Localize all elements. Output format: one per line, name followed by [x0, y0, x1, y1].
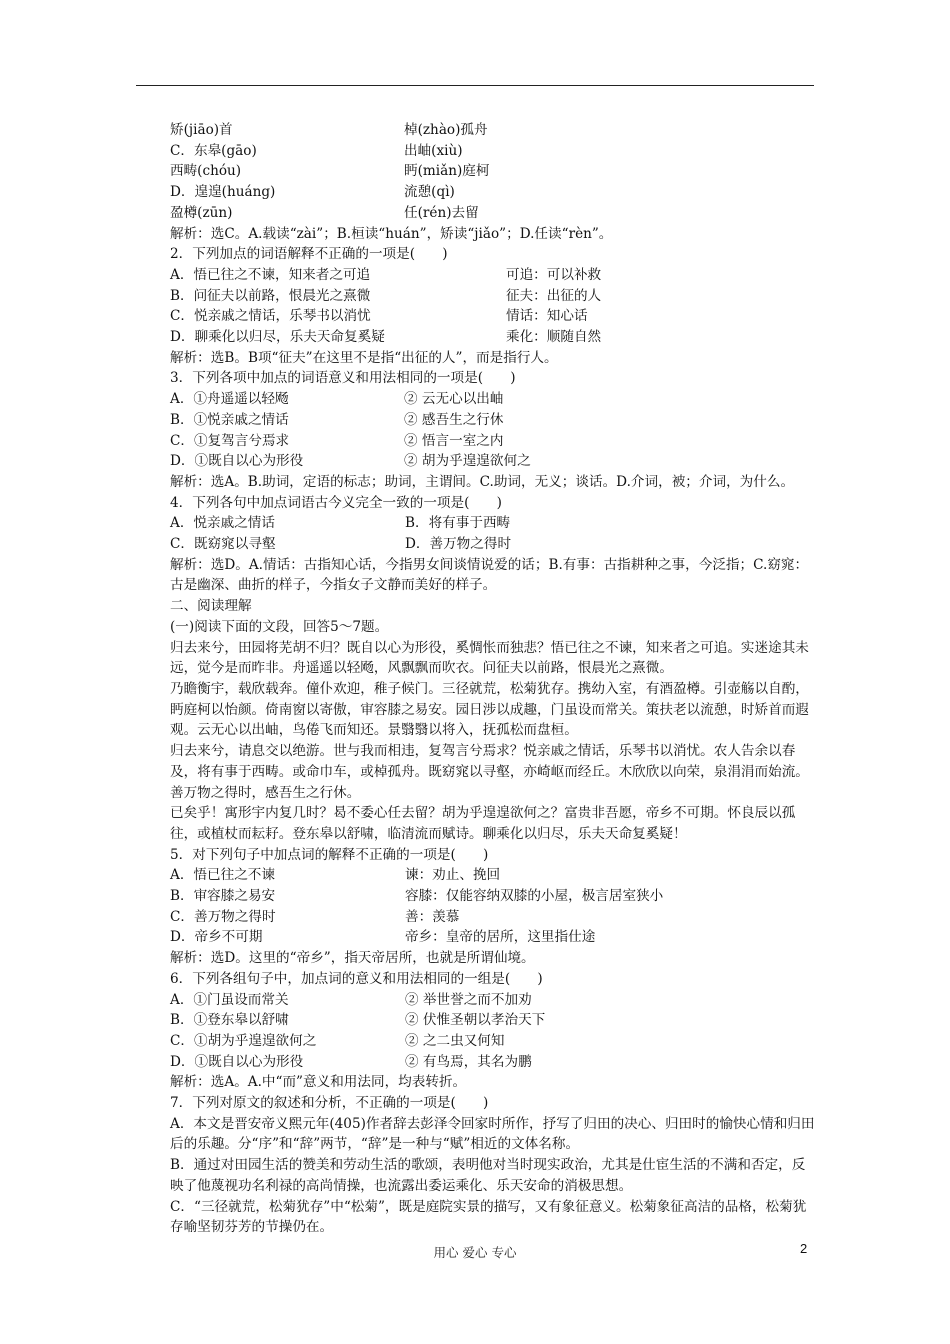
option-row	[136, 451, 816, 472]
question-3: 3．下列各项中加点的词语意义和用法相同的一项是( )	[170, 370, 516, 387]
pinyin-option-row	[136, 161, 816, 182]
document-body	[136, 120, 816, 1238]
page-number: 2	[800, 1241, 808, 1256]
option-left: C．既窈窕以寻壑	[170, 536, 276, 553]
option-right: ② 之二虫又何知	[405, 1032, 505, 1049]
option-row	[136, 990, 816, 1011]
question1-options	[136, 120, 816, 224]
passage-paragraph-2: 乃瞻衡宇，载欣载奔。僮仆欢迎，稚子候门。三径就荒，松菊犹存。携幼入室，有酒盈樽。引壶觞以自酌，眄庭柯以怡颜。倚南窗以寄傲，审容膝之易安。园日涉以成趣，门虽设而常关。策扶老以流憩，时矫首而遐观。云无心以出岫，鸟倦飞而知还。景翳翳以将入，抚孤松而盘桓。	[170, 680, 809, 739]
section-heading: 二、阅读理解	[170, 598, 252, 615]
option-left: C．东皋(gāo)	[170, 142, 257, 159]
option-left: B．①登东皋以舒啸	[170, 1012, 289, 1029]
option-right: ② 胡为乎遑遑欲何之	[404, 453, 531, 470]
option-left: C．①复驾言兮焉求	[170, 432, 290, 449]
answer-4: 解析：选D。A.情话：古指知心话，今指男女间谈情说爱的话；B.有事：古指耕种之事，今泛指；C.窈窕：古是幽深、曲折的样子，今指女子文静而美好的样子。	[170, 556, 809, 594]
option-right: ② 悟言一室之内	[404, 432, 504, 449]
option-right: ② 感吾生之行休	[404, 411, 504, 428]
option-right: 流憩(qì)	[404, 184, 455, 201]
option-row	[136, 907, 816, 928]
pinyin-option-row	[136, 182, 816, 203]
option-row	[136, 410, 816, 431]
answer-6: 解析：选A。A.中“而”意义和用法同，均表转折。	[170, 1074, 467, 1091]
option-right: 可追：可以补救	[506, 266, 602, 283]
option-left: 盈樽(zūn)	[170, 204, 233, 221]
passage-paragraph-4: 已矣乎！寓形宇内复几时？曷不委心任去留？胡为乎遑遑欲何之？富贵非吾愿，帝乡不可期。怀良辰以孤往，或植杖而耘耔。登东皋以舒啸，临清流而赋诗。聊乘化以归尽，乐夫天命复奚疑！	[170, 805, 796, 842]
option-left: D．帝乡不可期	[170, 929, 263, 946]
option-row	[136, 886, 816, 907]
option-right: 征夫：出征的人	[506, 287, 602, 304]
option-row	[136, 431, 816, 452]
pinyin-option-row	[136, 120, 816, 141]
option-right: ② 有鸟焉，其名为鹏	[405, 1053, 532, 1070]
question3-options	[136, 389, 816, 472]
option-right: 出岫(xiù)	[404, 142, 463, 159]
option-row	[136, 1010, 816, 1031]
answer-3: 解析：选A。B.助词，定语的标志；助词，主谓间。C.助词，无义；谈话。D.介词，被；介词，为什么。	[170, 473, 795, 490]
option-left: C．悦亲戚之情话，乐琴书以消忧	[170, 308, 371, 325]
option-right: 情话：知心话	[506, 308, 588, 325]
option-left: C．①胡为乎遑遑欲何之	[170, 1032, 317, 1049]
question5-options	[136, 865, 816, 948]
option-left: 矫(jiāo)首	[170, 122, 233, 138]
option-left: A．①门虽设而常关	[170, 991, 289, 1008]
question7-option-a: A．本文是晋安帝义熙元年(405)作者辞去彭泽令回家时所作，抒写了归田的决心、归田时的愉快心情和归田后的乐趣。分“序”和“辞”两节，“辞”是一种与“赋”相近的文体名称。	[170, 1115, 815, 1153]
option-row	[136, 306, 816, 327]
option-left: D．遑遑(huáng)	[170, 184, 276, 201]
option-row	[136, 1052, 816, 1073]
question-6: 6．下列各组句子中，加点词的意义和用法相同的一组是( )	[170, 970, 543, 987]
section-instruction: (一)阅读下面的文段，回答5～7题。	[170, 618, 389, 635]
option-row	[136, 265, 816, 286]
question-2: 2．下列加点的词语解释不正确的一项是( )	[170, 246, 448, 263]
option-left: D．①既自以心为形役	[170, 1053, 304, 1070]
answer-5: 解析：选D。这里的“帝乡”，指天帝居所，也就是所谓仙境。	[170, 950, 535, 967]
option-left: A．悟已往之不谏	[170, 867, 275, 884]
option-right: ② 云无心以出岫	[404, 391, 504, 408]
option-right: 谏：劝止、挽回	[405, 867, 501, 884]
page-footer: 用心 爱心 专心	[433, 1245, 517, 1260]
question-7: 7．下列对原文的叙述和分析，不正确的一项是( )	[170, 1095, 489, 1112]
option-left: C．善万物之得时	[170, 908, 276, 925]
question4-options	[136, 513, 816, 554]
answer-2: 解析：选B。B项“征夫”在这里不是指“出征的人”，而是指行人。	[170, 349, 558, 366]
question2-options	[136, 265, 816, 348]
option-right: 乘化：顺随自然	[506, 329, 602, 346]
question-4: 4．下列各句中加点词语古今义完全一致的一项是( )	[170, 494, 502, 511]
option-right: ② 伏惟圣朝以孝治天下	[405, 1012, 546, 1029]
header-rule	[136, 85, 814, 86]
option-left: A．悟已往之不谏，知来者之可追	[170, 266, 371, 283]
option-left: 西畴(chóu)	[170, 163, 242, 180]
option-right: 任(rén)去留	[404, 204, 479, 221]
answer-1: 解析：选C。A.载读“zài”；B.桓读“huán”，矫读“jiǎo”；D.任读“rèn”。	[170, 225, 613, 242]
pinyin-option-row	[136, 141, 816, 162]
option-left: D．聊乘化以归尽，乐夫天命复奚疑	[170, 329, 385, 346]
option-right: B．将有事于西畴	[405, 515, 511, 532]
passage-paragraph-3: 归去来兮，请息交以绝游。世与我而相违，复驾言兮焉求？悦亲戚之情话，乐琴书以消忧。农人告余以春及，将有事于西畴。或命巾车，或棹孤舟。既窈窕以寻壑，亦崎岖而经丘。木欣欣以向荣，泉涓涓而始流。善万物之得时，感吾生之行休。	[170, 743, 809, 801]
question7-option-b: B．通过对田园生活的赞美和劳动生活的歌颂，表明他对当时现实政治，尤其是仕宦生活的不满和否定，反映了他蔑视功名利禄的高尚情操，也流露出委运乘化、乐天安命的消极思想。	[170, 1157, 806, 1194]
option-row	[136, 534, 816, 555]
option-right: ② 举世誉之而不加劝	[405, 991, 532, 1008]
question7-option-c: C．“三径就荒，松菊犹存”中“松菊”，既是庭院实景的描写，又有象征意义。松菊象征高洁的品格，松菊犹存喻坚韧芬芳的节操仍在。	[170, 1198, 807, 1236]
option-row	[136, 286, 816, 307]
option-right: 眄(miǎn)庭柯	[404, 163, 490, 180]
option-right: D．善万物之得时	[405, 536, 512, 553]
question-5: 5．对下列句子中加点词的解释不正确的一项是( )	[170, 846, 489, 863]
option-left: A．悦亲戚之情话	[170, 515, 275, 532]
question6-options	[136, 990, 816, 1073]
option-right: 善：羡慕	[405, 908, 460, 925]
option-left: A．①舟遥遥以轻飏	[170, 391, 289, 408]
option-left: D．①既自以心为形役	[170, 453, 304, 470]
option-row	[136, 389, 816, 410]
option-row	[136, 865, 816, 886]
option-row	[136, 327, 816, 348]
option-right: 容膝：仅能容纳双膝的小屋，极言居室狭小	[405, 888, 664, 905]
option-row	[136, 927, 816, 948]
pinyin-option-row	[136, 203, 816, 224]
option-row	[136, 1031, 816, 1052]
option-right: 帝乡：皇帝的居所，这里指仕途	[405, 929, 596, 946]
option-row	[136, 513, 816, 534]
option-left: B．问征夫以前路，恨晨光之熹微	[170, 287, 371, 304]
option-left: B．①悦亲戚之情话	[170, 411, 289, 428]
option-left: B．审容膝之易安	[170, 888, 276, 905]
passage-paragraph-1: 归去来兮，田园将芜胡不归？既自以心为形役，奚惆怅而独悲？悟已往之不谏，知来者之可追。实迷途其未远，觉今是而昨非。舟遥遥以轻飏，风飘飘而吹衣。问征夫以前路，恨晨光之熹微。	[170, 639, 809, 677]
option-right: 棹(zhào)孤舟	[404, 122, 488, 138]
